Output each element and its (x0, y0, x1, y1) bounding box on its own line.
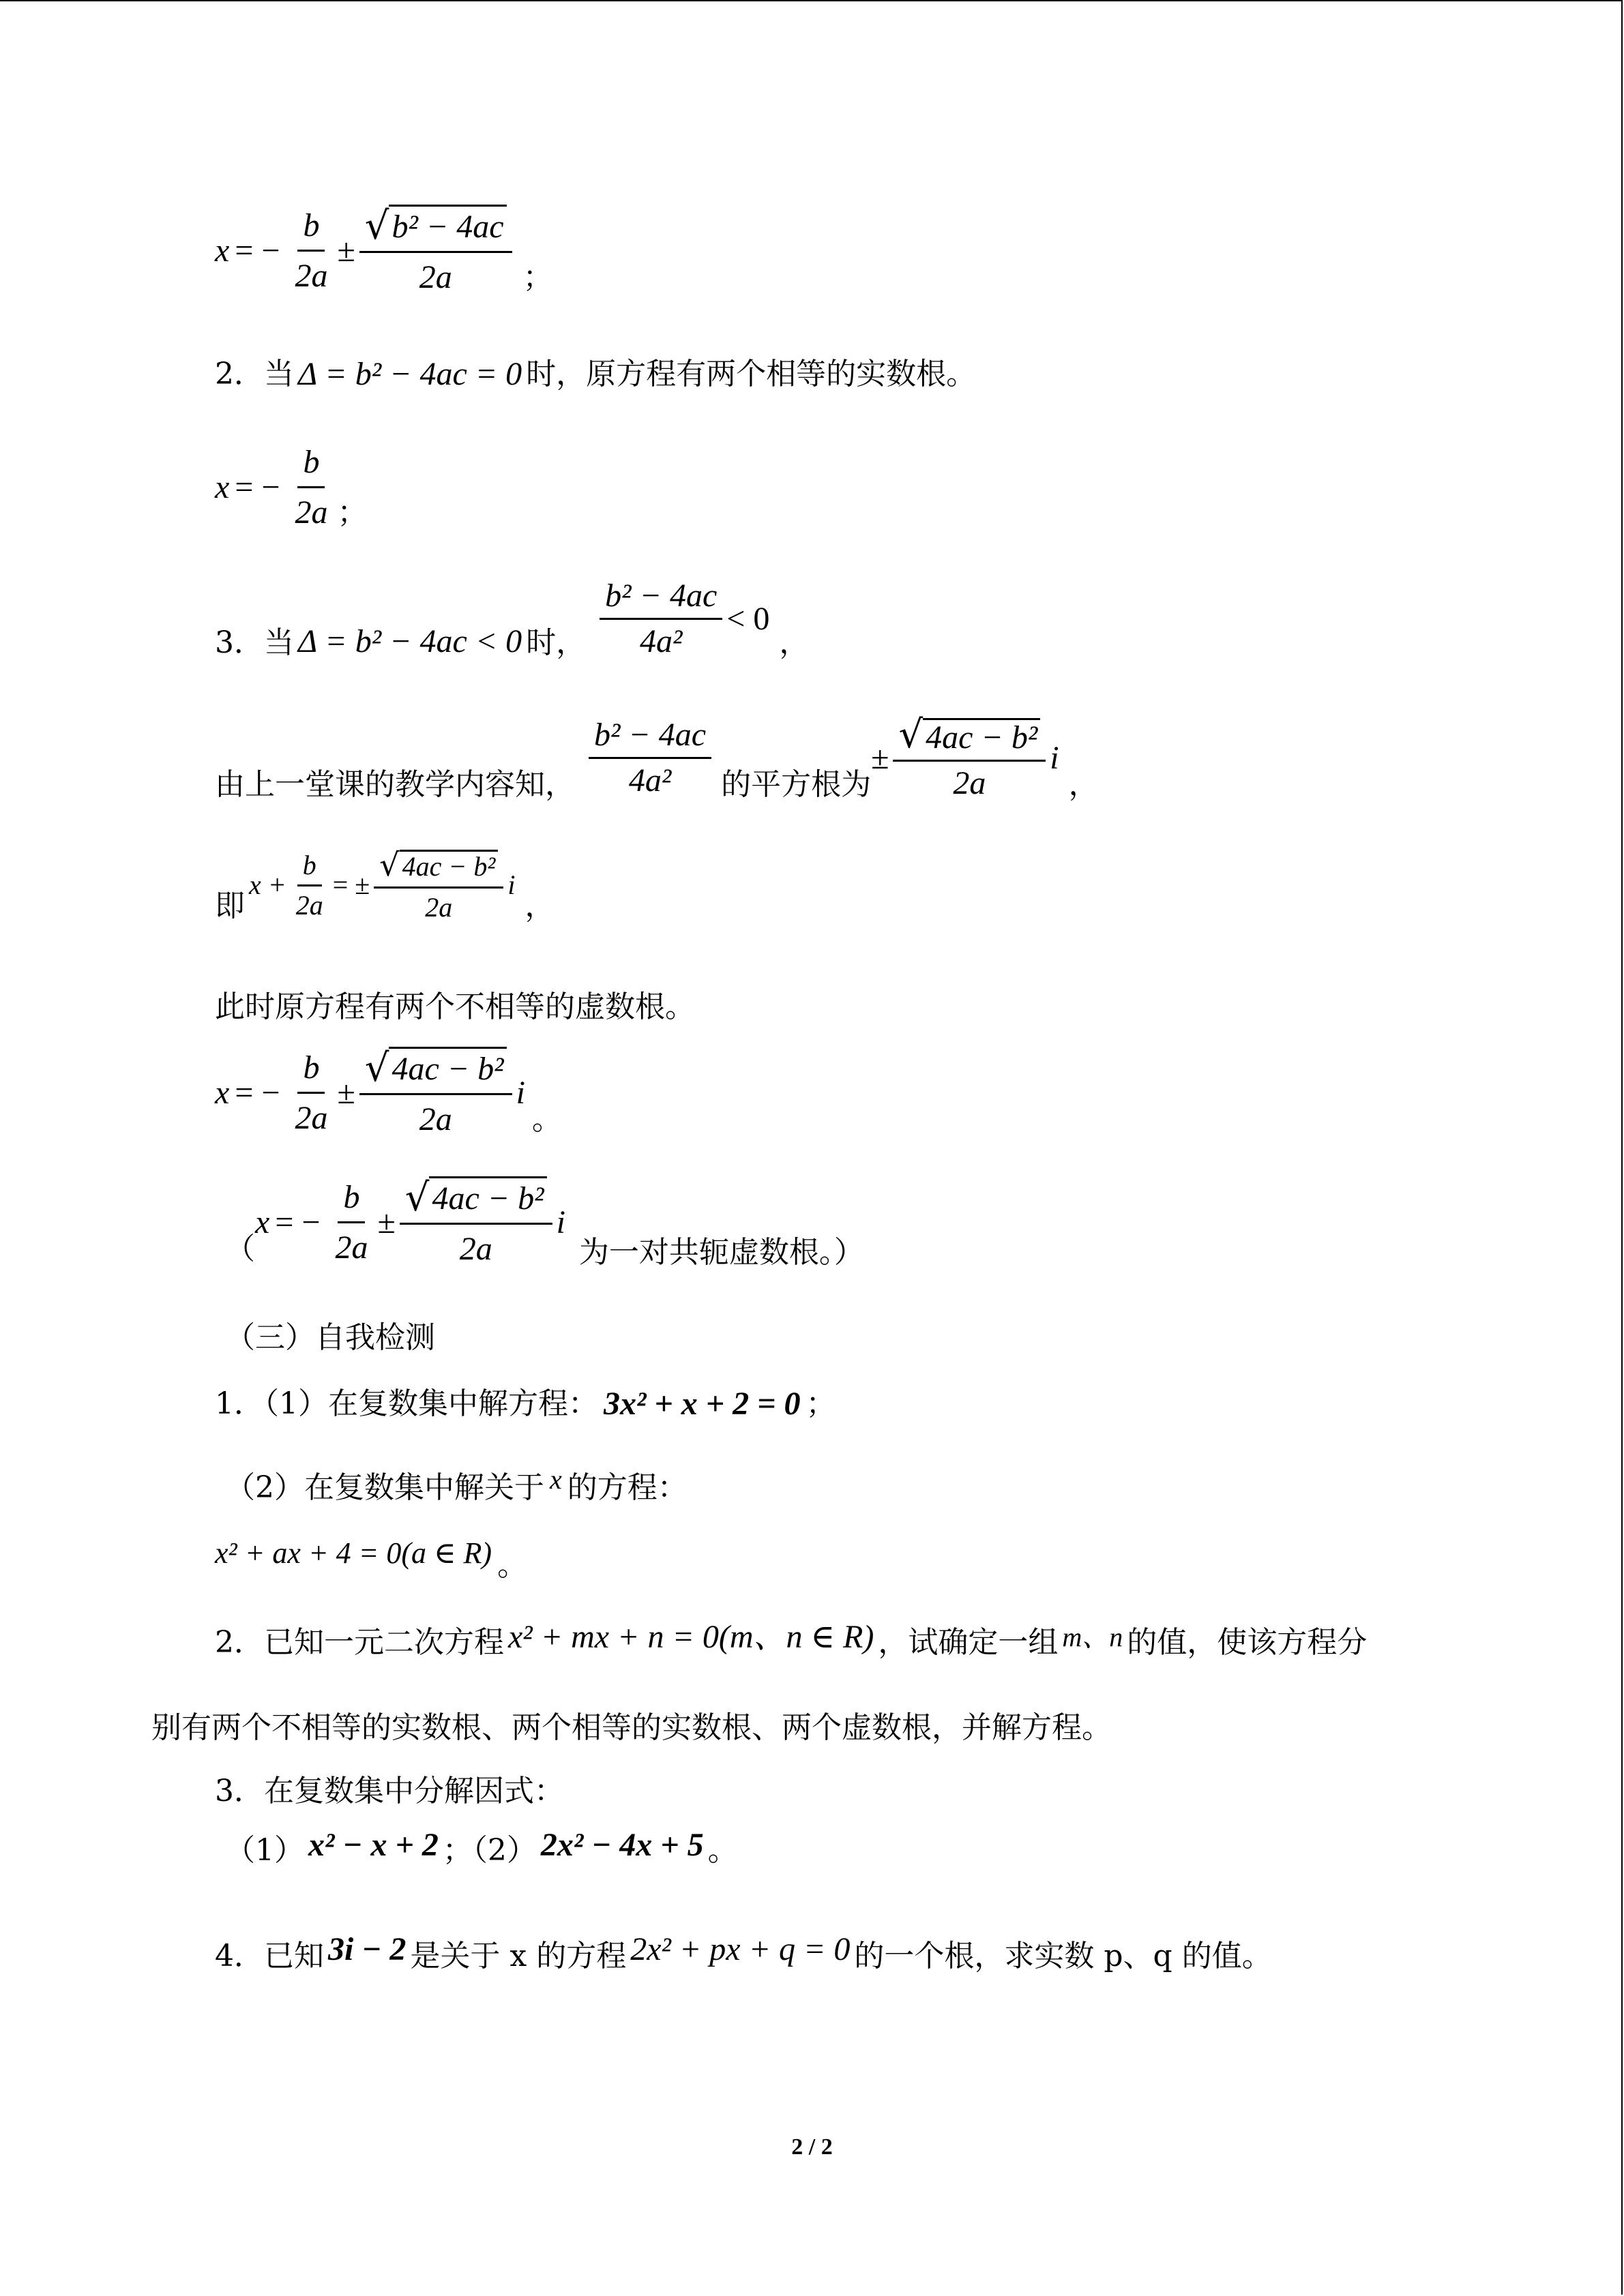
discriminant-expr: Δ = b² − 4ac < 0 (298, 623, 522, 659)
radicand: 4ac − b² (429, 1176, 546, 1217)
question-2 (215, 1619, 1368, 1660)
fraction-sqrt: √ 4ac − b² 2a (400, 1176, 552, 1268)
punctuation: ， (525, 889, 555, 923)
root-formula-real (215, 205, 553, 296)
var-x: x (215, 469, 230, 505)
given-root: 3i − 2 (328, 1931, 407, 1967)
fraction-b-over-2a (289, 443, 333, 531)
denominator: 2a (419, 1101, 452, 1137)
plus-minus: ± (337, 232, 355, 269)
punctuation: ， (779, 625, 810, 660)
imaginary-unit: i (556, 1204, 565, 1240)
item-number: 3．当 (215, 625, 294, 660)
section-title: （三）自我检测 (225, 1320, 435, 1355)
teaching-line (215, 713, 1099, 802)
relation: < 0 (726, 600, 770, 637)
imaginary-unit: i (1050, 739, 1059, 776)
expression-1: x² − x + 2 (308, 1827, 439, 1863)
var-x: x (215, 1074, 230, 1111)
question-4-lead: 4．已知 (215, 1939, 324, 1973)
numerator: b (297, 1049, 325, 1094)
fraction-disc-over-4a2 (600, 580, 722, 658)
case-2-line (215, 358, 976, 391)
item-number: 2．当 (215, 357, 294, 391)
virtual-roots-text: 此时原方程有两个不相等的虚数根。 (215, 989, 695, 1024)
punctuation: 。 (531, 1102, 562, 1137)
radicand: 4ac − b² (400, 850, 499, 880)
item-1-label: （1） (225, 1833, 304, 1868)
question-3-items (225, 1827, 738, 1868)
page-number: 2 / 2 (791, 2134, 833, 2160)
case-3-line (215, 580, 809, 658)
open-paren: （ (225, 1232, 255, 1266)
fraction-sqrt: √ 4ac − b² 2a (359, 1047, 512, 1138)
punctuation: ； (337, 495, 368, 530)
fraction-b-over-2a (289, 207, 333, 295)
question-2-mid: ，试确定一组 (878, 1625, 1059, 1660)
punctuation: ， (1068, 767, 1099, 802)
numerator: b (297, 207, 325, 252)
question-1 (215, 1388, 836, 1420)
equals-minus: = − (235, 1074, 280, 1111)
denominator: 2a (295, 889, 323, 921)
equation: 3x² + x + 2 = 0 (604, 1386, 801, 1422)
discriminant-expr: Δ = b² − 4ac = 0 (298, 356, 522, 392)
sqrt-sign: √ b² − 4ac (365, 205, 507, 245)
params-mn: m、n (1062, 1622, 1123, 1652)
equation: x² + ax + 4 = 0(a ∈ R) (215, 1536, 492, 1570)
equals-minus: = − (235, 232, 280, 269)
denominator: 4a² (628, 762, 672, 799)
imaginary-unit: i (507, 869, 516, 900)
var-x: x (255, 1204, 270, 1240)
punctuation: ； (522, 260, 553, 295)
item-2-label: ；（2） (442, 1833, 537, 1868)
teaching-lead: 由上一堂课的教学内容知， (215, 767, 575, 802)
question-3: 3．在复数集中分解因式： (215, 1774, 564, 1808)
plus-minus: ± (871, 739, 889, 776)
numerator: b (297, 443, 325, 488)
radicand: 4ac − b² (923, 718, 1040, 754)
fraction-sqrt: √ 4ac − b² 2a (374, 849, 503, 921)
denominator: 2a (953, 765, 986, 801)
equals-minus: = − (235, 469, 280, 505)
punctuation: ； (806, 1386, 836, 1421)
plus-minus: ± (337, 1074, 355, 1111)
equals-minus: = − (275, 1204, 321, 1240)
root-formula-equal (215, 443, 367, 531)
fraction-sqrt (359, 205, 512, 296)
equation: 2x² + px + q = 0 (630, 1931, 851, 1967)
denominator: 4a² (640, 623, 683, 659)
denominator: 2a (295, 257, 328, 294)
fraction-b-over-2a (291, 849, 329, 921)
denominator: 2a (419, 259, 452, 295)
question-1-part-2 (225, 1464, 688, 1505)
fraction-b-over-2a (329, 1178, 373, 1266)
expression-2: 2x² − 4x + 5 (540, 1827, 704, 1863)
question-4-mid: 是关于 x 的方程 (410, 1939, 627, 1973)
fraction-b-over-2a (289, 1049, 333, 1137)
equation: x² + mx + n = 0(m、n ∈ R) (508, 1619, 874, 1655)
question-4 (215, 1931, 1272, 1973)
case-3-text: 时， (526, 625, 587, 660)
fraction-sqrt: √ 4ac − b² 2a (893, 716, 1046, 800)
numerator: b (338, 1178, 365, 1223)
numerator: b² − 4ac (600, 580, 722, 620)
var-x: x (215, 232, 230, 269)
numerator: b² − 4ac (589, 719, 711, 759)
denominator: 2a (295, 1099, 328, 1136)
root-formula-complex (215, 1047, 562, 1138)
question-1-equation (215, 1531, 528, 1583)
question-4-tail: 的一个根，求实数 p、q 的值。 (854, 1939, 1272, 1973)
radicand: b² − 4ac (389, 205, 506, 245)
ji-lead: 即 (215, 889, 245, 923)
plus-minus: ± (377, 1204, 396, 1240)
denominator: 2a (459, 1231, 492, 1267)
denominator: 2a (295, 494, 328, 531)
equals-plus-minus: = ± (332, 869, 370, 900)
question-1b-tail: 的方程： (567, 1470, 688, 1505)
imaginary-unit: i (516, 1074, 525, 1111)
lhs: x + (249, 869, 286, 900)
punctuation: 。 (707, 1833, 738, 1868)
question-2-lead: 2．已知一元二次方程 (215, 1625, 504, 1660)
teaching-mid: 的平方根为 (721, 767, 872, 802)
numerator: b (297, 852, 322, 886)
punctuation: 。 (497, 1548, 528, 1583)
conjugate-roots-line (225, 1176, 864, 1268)
question-2-tail: 的值，使该方程分 (1127, 1625, 1368, 1660)
question-2-continued: 别有两个不相等的实数根、两个相等的实数根、两个虚数根，并解方程。 (151, 1710, 1112, 1745)
question-1b-lead: （2）在复数集中解关于 (225, 1470, 544, 1505)
fraction-disc-over-4a2 (589, 719, 711, 797)
case-2-text: 时，原方程有两个相等的实数根。 (526, 357, 977, 391)
ji-line (215, 846, 555, 923)
var-x: x (550, 1464, 562, 1495)
denominator: 2a (425, 892, 453, 923)
conjugate-text: 为一对共轭虚数根。） (578, 1235, 864, 1270)
radicand: 4ac − b² (389, 1047, 506, 1088)
question-1-lead: 1．（1）在复数集中解方程： (215, 1386, 598, 1421)
denominator: 2a (335, 1229, 368, 1266)
